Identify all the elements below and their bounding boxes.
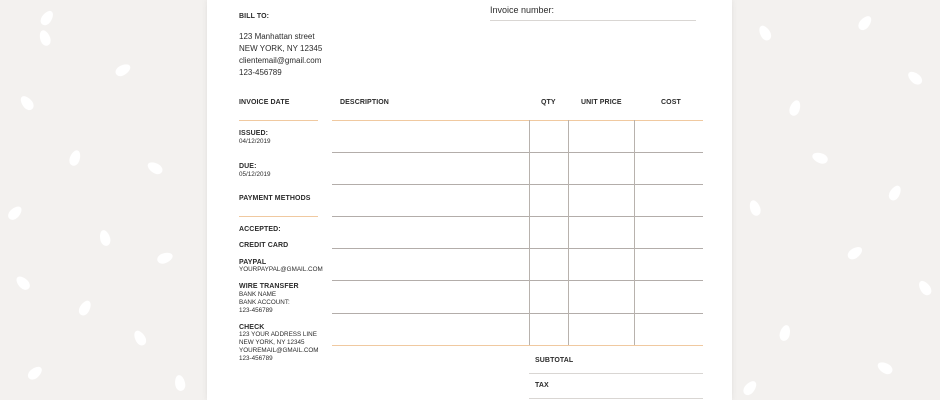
leaf-decoration [757, 24, 774, 43]
paypal-label: PAYPAL [239, 259, 267, 266]
header-qty: QTY [541, 99, 556, 106]
invoice-number-label: Invoice number: [490, 5, 555, 15]
leaf-decoration [916, 279, 933, 298]
header-cost: COST [661, 99, 681, 106]
leaf-decoration [132, 329, 149, 348]
leaf-decoration [887, 184, 904, 203]
due-label: DUE: [239, 163, 257, 170]
table-bottom-border [332, 345, 703, 346]
leaf-decoration [38, 29, 53, 47]
wire-line: 123-456789 [239, 307, 273, 314]
paypal-email: YOURPAYPAL@GMAIL.COM [239, 266, 323, 273]
leaf-decoration [68, 149, 83, 167]
check-line: 123 YOUR ADDRESS LINE [239, 331, 317, 338]
leaf-decoration [788, 99, 803, 117]
invoice-date-divider [239, 120, 318, 121]
check-line: NEW YORK, NY 12345 [239, 339, 305, 346]
bill-to-address [239, 31, 322, 78]
bill-to-heading: BILL TO: [239, 13, 270, 20]
bill-to-line: 123-456789 [239, 68, 282, 77]
leaf-decoration [26, 364, 45, 382]
leaf-decoration [811, 151, 829, 166]
subtotal-label: SUBTOTAL [535, 357, 574, 364]
tax-label: TAX [535, 382, 549, 389]
check-details [239, 331, 319, 363]
table-row-line [332, 280, 703, 281]
bill-to-line: 123 Manhattan street [239, 32, 315, 41]
leaf-decoration [146, 160, 165, 177]
subtotal-underline [529, 373, 703, 374]
payment-methods-divider [239, 216, 318, 217]
bill-to-line: clientemail@gmail.com [239, 56, 322, 65]
invoice-page [207, 0, 732, 400]
leaf-decoration [741, 379, 759, 398]
invoice-number-underline [490, 20, 696, 21]
column-divider [529, 120, 530, 345]
leaf-decoration [846, 244, 865, 261]
table-row-line [332, 248, 703, 249]
table-top-border [332, 120, 703, 121]
leaf-decoration [748, 199, 763, 217]
column-divider [568, 120, 569, 345]
wire-line: BANK NAME [239, 291, 277, 298]
header-invoice-date: INVOICE DATE [239, 99, 290, 106]
column-divider [634, 120, 635, 345]
header-description: DESCRIPTION [340, 99, 389, 106]
leaf-decoration [114, 62, 133, 79]
table-row-line [332, 184, 703, 185]
leaf-decoration [778, 324, 792, 342]
due-date: 05/12/2019 [239, 171, 271, 178]
check-line: YOUREMAIL@GMAIL.COM [239, 347, 319, 354]
check-line: 123-456789 [239, 355, 273, 362]
accepted-label: ACCEPTED: [239, 226, 281, 233]
wire-transfer-label: WIRE TRANSFER [239, 283, 299, 290]
leaf-decoration [906, 69, 925, 87]
leaf-decoration [77, 299, 94, 318]
credit-card-label: CREDIT CARD [239, 242, 289, 249]
table-row-line [332, 313, 703, 314]
leaf-decoration [14, 274, 32, 292]
leaf-decoration [6, 204, 24, 222]
tax-underline [529, 398, 703, 399]
wire-line: BANK ACCOUNT: [239, 299, 290, 306]
payment-methods-heading: PAYMENT METHODS [239, 195, 311, 202]
table-row-line [332, 216, 703, 217]
check-label: CHECK [239, 324, 265, 331]
leaf-decoration [18, 94, 36, 113]
leaf-decoration [876, 360, 895, 377]
leaf-decoration [856, 14, 874, 33]
wire-transfer-details [239, 291, 290, 315]
issued-label: ISSUED: [239, 130, 269, 137]
leaf-decoration [38, 9, 55, 28]
issued-date: 04/12/2019 [239, 138, 271, 145]
leaf-decoration [156, 251, 174, 266]
header-unit-price: UNIT PRICE [581, 99, 622, 106]
leaf-decoration [174, 374, 187, 391]
table-row-line [332, 152, 703, 153]
bill-to-line: NEW YORK, NY 12345 [239, 44, 323, 53]
leaf-decoration [98, 229, 112, 247]
